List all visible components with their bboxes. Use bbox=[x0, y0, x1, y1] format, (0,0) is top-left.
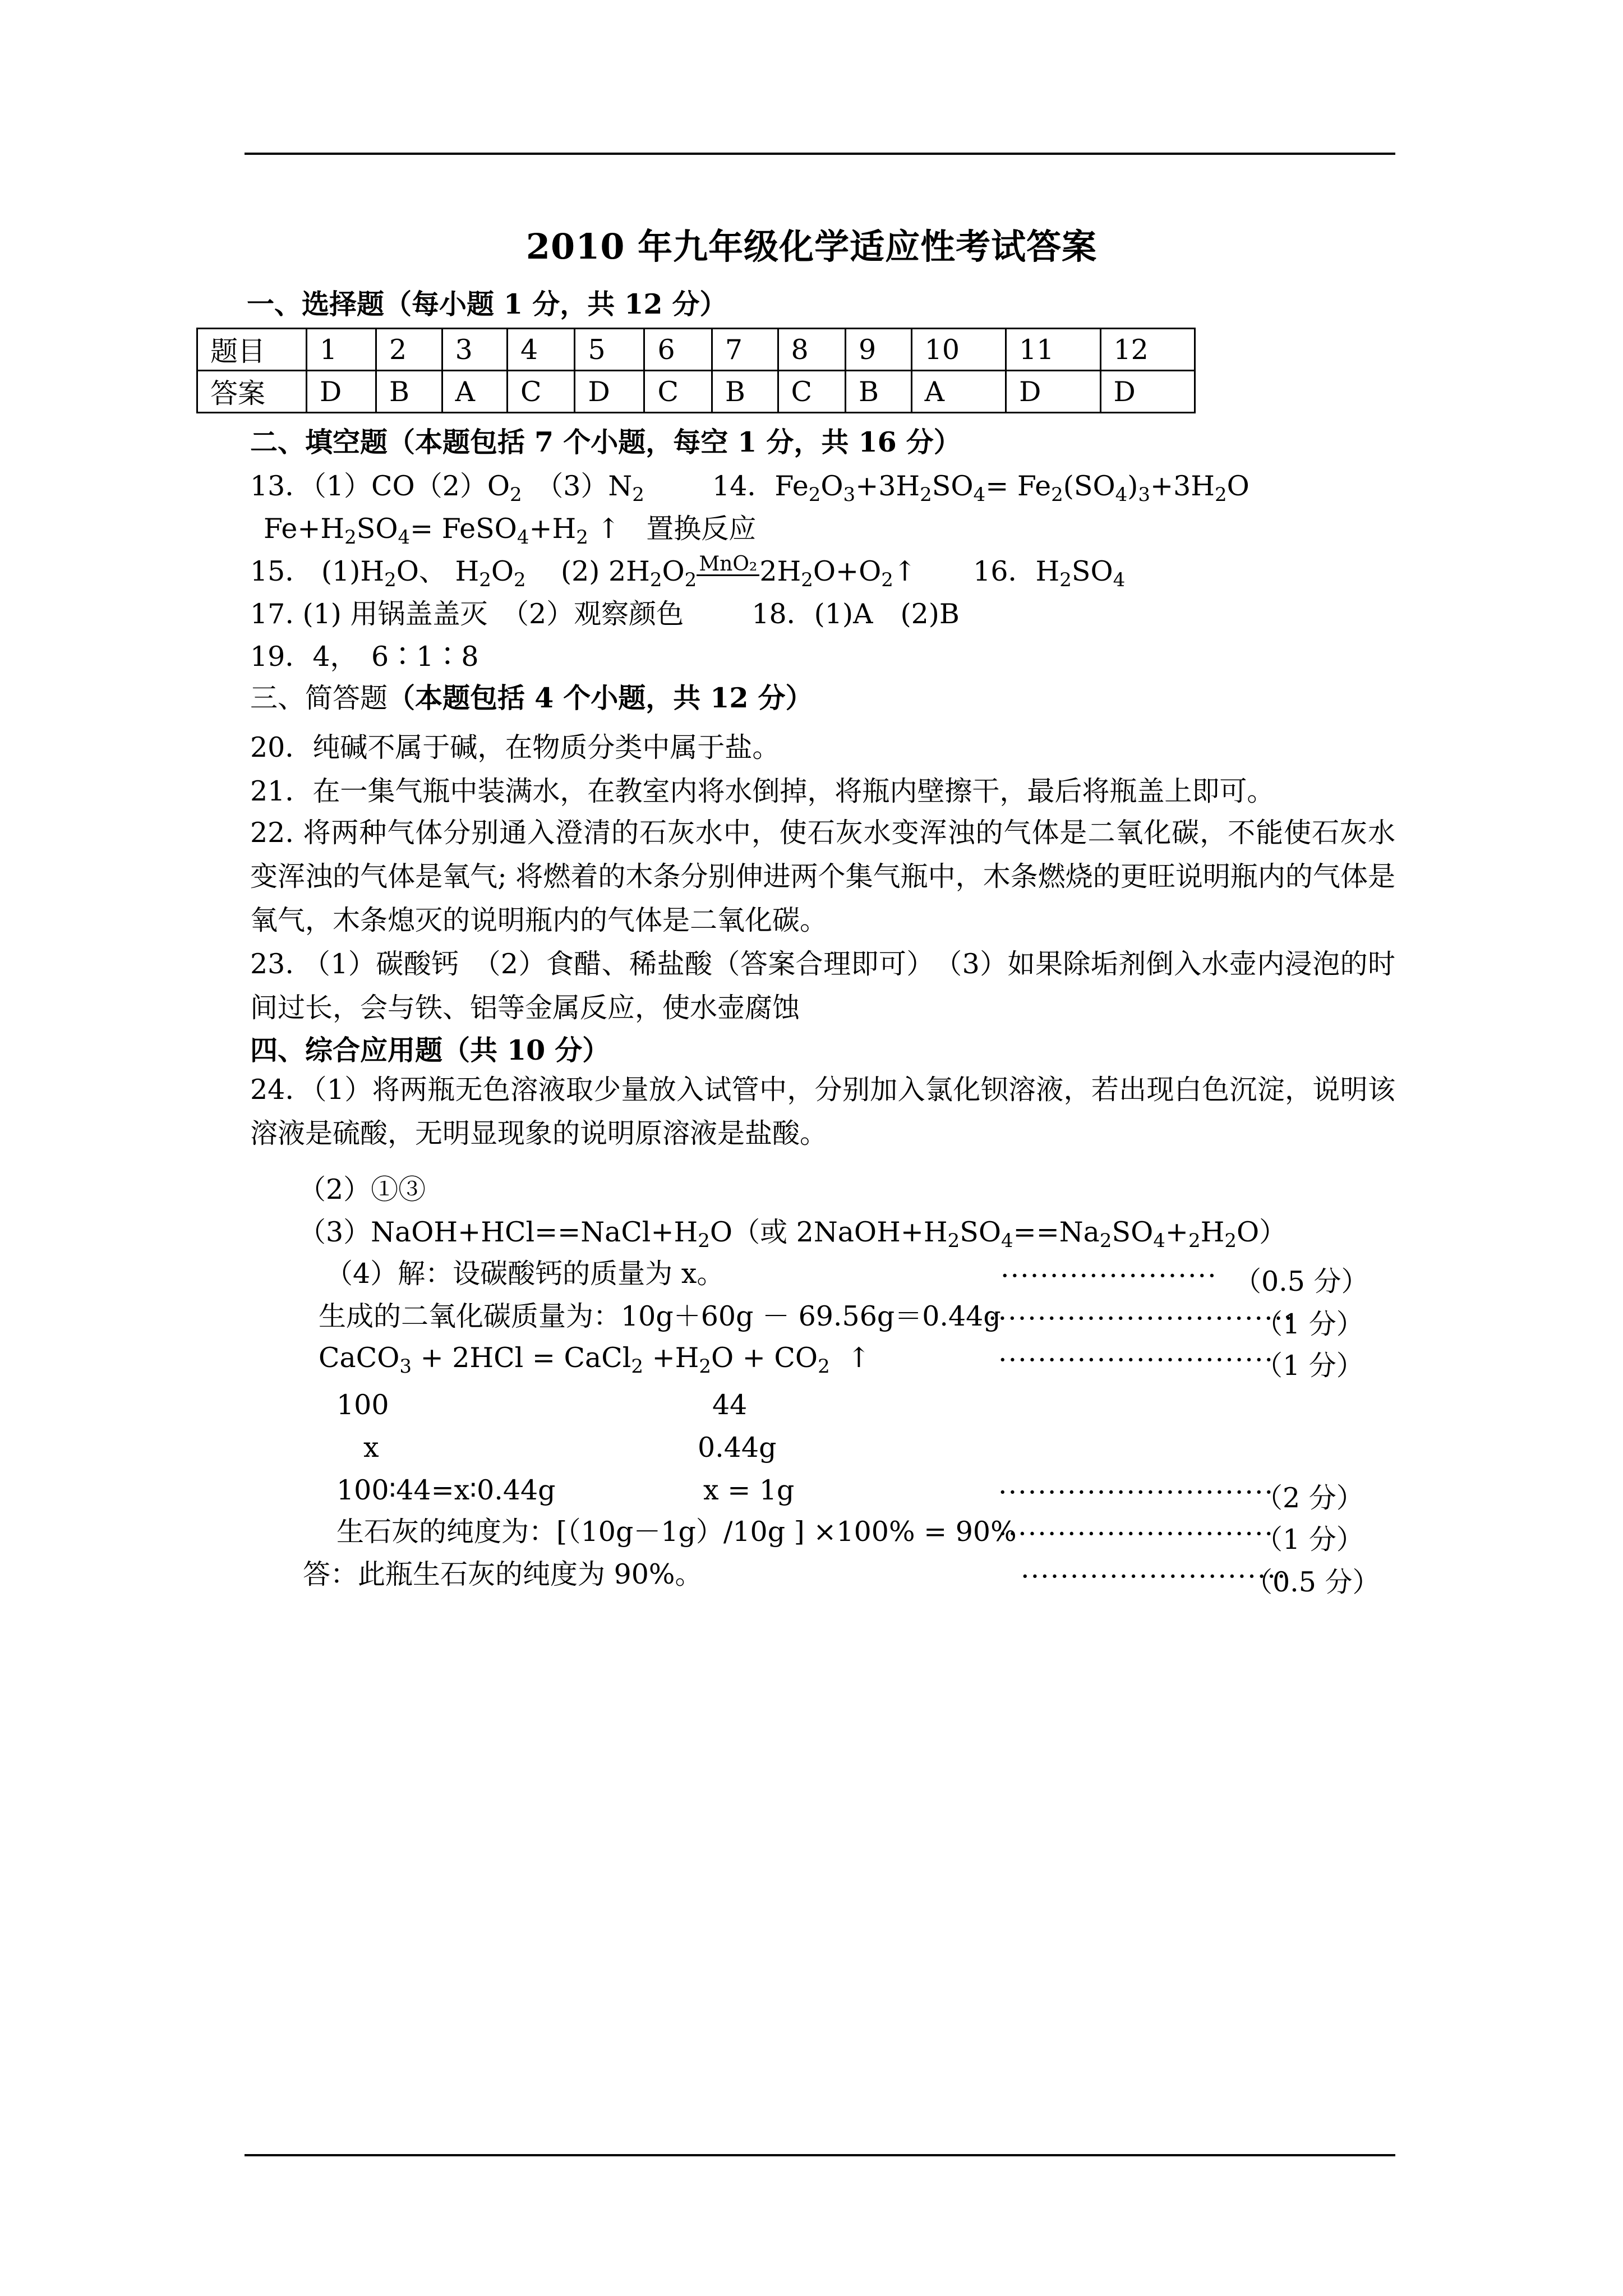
q13-n2: （3）N bbox=[522, 470, 633, 502]
top-rule bbox=[245, 153, 1395, 155]
question-cell: 9 bbox=[846, 329, 912, 371]
answer-paragraph-23: 23. （1）碳酸钙 （2）食醋、稀盐酸（答案合理即可） （3）如果除垢剂倒入水壶内浸泡的时间过长，会与铁、铝等金属反应，使水壶腐蚀 bbox=[250, 948, 1395, 1024]
answer-cell: B bbox=[712, 371, 778, 413]
q16-text: 16．H bbox=[973, 555, 1060, 587]
q14-label: 14． bbox=[712, 470, 775, 502]
answer-cell: A bbox=[442, 371, 507, 413]
answer-cell: D bbox=[307, 371, 376, 413]
answer-cell: D bbox=[1100, 371, 1195, 413]
section-3-heading-plain: 三、简答题 bbox=[250, 682, 388, 714]
question-cell: 8 bbox=[778, 329, 845, 371]
answer-24-4-intro: （4）解：设碳酸钙的质量为 x。 bbox=[325, 1258, 725, 1290]
question-cell: 6 bbox=[644, 329, 712, 371]
calc-44: 44 bbox=[712, 1389, 748, 1421]
answer-line-21: 21．在一集气瓶中装满水，在教室内将水倒掉，将瓶内壁擦干，最后将瓶盖上即可。 bbox=[250, 775, 1275, 807]
question-cell: 7 bbox=[712, 329, 778, 371]
ratio-line: 100∶44=x∶0.44g bbox=[336, 1474, 556, 1506]
section-3-heading bbox=[250, 684, 813, 712]
x-result: x = 1g bbox=[703, 1474, 795, 1506]
score-1: （1 分） bbox=[1255, 1308, 1364, 1340]
purity-line: 生石灰的纯度为：[（10g－1g）/10g ] ×100% = 90% bbox=[336, 1516, 1017, 1548]
score-3: （2 分） bbox=[1255, 1482, 1364, 1514]
q15-text: 15． (1)H bbox=[250, 555, 385, 587]
answer-24-2: （2）①③ bbox=[298, 1174, 426, 1205]
question-cell: 12 bbox=[1100, 329, 1195, 371]
answer-line-17-18 bbox=[250, 600, 960, 628]
answer-line-19: 19．4， 6∶1∶8 bbox=[250, 641, 479, 673]
score-4: （1 分） bbox=[1255, 1524, 1364, 1556]
answer-line-15-16: 15． $(1)H_2O$、 $H_2O_2$ (2) $2H_2O_2MnO_22H_2O+O_2↑$ 16．$H_2SO_4$ bbox=[250, 553, 1126, 591]
answer-line-20: 20．纯碱不属于碱，在物质分类中属于盐。 bbox=[250, 731, 780, 763]
final-answer: 答：此瓶生石灰的纯度为 90%。 bbox=[303, 1558, 703, 1590]
answer-24-3: $(3)NaOH+HCl==NaCl+H_2O$（或 $2NaOH+H_2SO_4==Na_2SO_4+_2H_2O$） bbox=[298, 1216, 1287, 1252]
score-leader: ······················ bbox=[1000, 1260, 1218, 1292]
table-row-questions bbox=[197, 329, 1195, 371]
answer-cell: C bbox=[508, 371, 575, 413]
page-title: 2010 年九年级化学适应性考试答案 bbox=[525, 226, 1098, 267]
section-2-heading: 二、填空题（本题包括 7 个小题，每空 1 分，共 16 分） bbox=[250, 426, 961, 458]
q14-equation-2: Fe+H bbox=[264, 513, 345, 545]
question-cell: 4 bbox=[508, 329, 575, 371]
answer-line-14b: $Fe+H_2SO_4=$ $FeSO_4+H_2$ ↑ 置换反应 bbox=[264, 513, 757, 549]
score-2: （1 分） bbox=[1255, 1350, 1364, 1382]
score-leader: ···························· bbox=[998, 1476, 1275, 1508]
question-cell: 1 bbox=[307, 329, 376, 371]
answer-cell: A bbox=[911, 371, 1006, 413]
table-row-answers bbox=[197, 371, 1195, 413]
score-leader: ······························· bbox=[988, 1303, 1294, 1335]
score-leader: ···························· bbox=[998, 1344, 1275, 1376]
score-0: （0.5 分） bbox=[1234, 1266, 1369, 1297]
section-1-heading: 一、选择题（每小题 1 分，共 12 分） bbox=[247, 288, 727, 320]
score-5: （0.5 分） bbox=[1245, 1566, 1380, 1598]
catalyst-condition: MnO₂ bbox=[697, 554, 759, 576]
answer-cell: B bbox=[376, 371, 442, 413]
answer-cell: D bbox=[1006, 371, 1100, 413]
row-header-answer: 答案 bbox=[197, 371, 307, 413]
answer-paragraph-22: 22. 将两种气体分别通入澄清的石灰水中，使石灰水变浑浊的气体是二氧化碳，不能使石灰水变浑浊的气体是氧气; 将燃着的木条分别伸进两个集气瓶中，木条燃烧的更旺说明瓶内的气体是氧气，木条熄灭的说明瓶内的气体是二氧化碳。 bbox=[250, 817, 1395, 936]
section-3-heading-bold: （本题包括 4 个小题，共 12 分） bbox=[388, 682, 813, 714]
answer-cell: C bbox=[644, 371, 712, 413]
answer-cell: B bbox=[846, 371, 912, 413]
section-4-heading: 四、综合应用题（共 10 分） bbox=[250, 1034, 610, 1066]
answer-table bbox=[196, 328, 1196, 413]
reaction-type: 置换反应 bbox=[646, 513, 757, 545]
question-cell: 3 bbox=[442, 329, 507, 371]
question-cell: 2 bbox=[376, 329, 442, 371]
question-cell: 5 bbox=[575, 329, 644, 371]
answer-cell: D bbox=[575, 371, 644, 413]
q18-text: 18．(1)A (2)B bbox=[751, 598, 960, 630]
answer-line-13-14: 13．$(1)CO(2)O_2$ $(3)N_2$ 14．$Fe_2O_3+3H_2SO_4= Fe_2(SO_4)_3+3H_2O$ bbox=[250, 470, 1249, 506]
answer-paragraph-24-1: 24．（1）将两瓶无色溶液取少量放入试管中，分别加入氯化钡溶液，若出现白色沉淀，说明该溶液是硫酸，无明显现象的说明原溶液是盐酸。 bbox=[250, 1074, 1395, 1149]
question-cell: 11 bbox=[1006, 329, 1100, 371]
reaction-equation: CaCO$_3$ + 2HCl = CaCl$_2$ $+H_2O + CO_2$ ↑ bbox=[319, 1342, 870, 1378]
score-leader: ···························· bbox=[998, 1518, 1275, 1550]
calc-0-44g: 0.44g bbox=[698, 1432, 777, 1464]
calc-x: x bbox=[363, 1432, 379, 1464]
answer-cell: C bbox=[778, 371, 845, 413]
q13-text: 13．（1）CO（2）O bbox=[250, 470, 510, 502]
score-leader: ··························· bbox=[1021, 1561, 1287, 1593]
question-cell: 10 bbox=[911, 329, 1006, 371]
q17-text: 17. (1) 用锅盖盖灭 （2）观察颜色 bbox=[250, 598, 684, 630]
calc-100: 100 bbox=[336, 1389, 389, 1421]
bottom-rule bbox=[245, 2154, 1395, 2156]
co2-mass-line: 生成的二氧化碳质量为：10g＋60g － 69.56g＝0.44g bbox=[319, 1300, 1001, 1332]
row-header-question: 题目 bbox=[197, 329, 307, 371]
